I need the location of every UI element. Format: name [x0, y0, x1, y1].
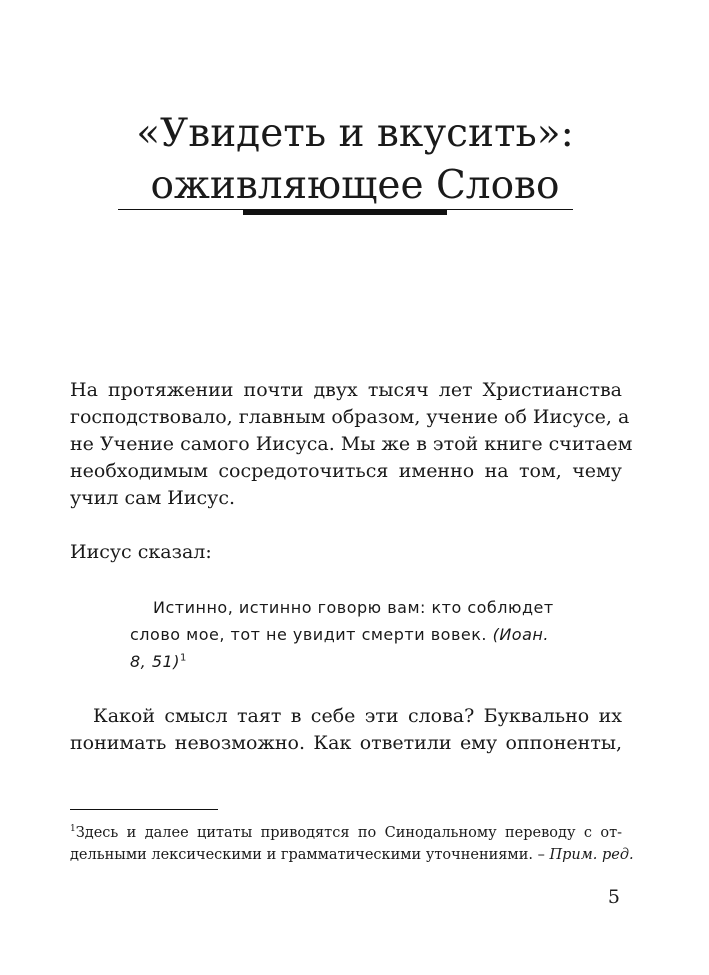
- paragraph-1-line: не Учение самого Иисуса. Мы же в этой книге считаем: [70, 433, 633, 455]
- paragraph-3-line-1: Какой смысл таят в себе эти слова? Буквально их: [93, 705, 622, 727]
- quote-line-3: [130, 648, 562, 675]
- quote-line-2: [130, 621, 562, 648]
- page-number: 5: [607, 886, 620, 908]
- paragraph-1-line: необходимым сосредоточиться именно на том, чему: [70, 460, 622, 482]
- chapter-title-line-1: «Увидеть и вкусить»:: [136, 111, 574, 156]
- paragraph-1: [70, 377, 633, 512]
- scripture-quote: [130, 594, 562, 675]
- footnote-mark[interactable]: 1: [179, 652, 187, 664]
- title-rule-thick: [243, 209, 447, 215]
- footnote-line-2: [70, 844, 634, 866]
- paragraph-3: [70, 703, 622, 757]
- quote-line-1: Истинно, истинно говорю вам: кто соблюдет: [153, 598, 554, 617]
- footnote-text-1: Здесь и далее цитаты приводятся по Синодальному переводу с от-: [75, 825, 622, 841]
- quote-reference: (Иоан.: [492, 625, 549, 644]
- quote-text: слово мое, тот не увидит смерти вовек.: [130, 625, 487, 644]
- footnote-editor-note: Прим. ред.: [549, 847, 634, 863]
- paragraph-1-line: На протяжении почти двух тысяч лет Христианства: [70, 379, 622, 401]
- footnote-text-2: дельными лексическими и грамматическими уточнениями. –: [70, 847, 545, 863]
- paragraph-1-line: учил сам Иисус.: [70, 487, 236, 509]
- footnote-number: 1: [70, 824, 76, 835]
- footnote-line-1: [70, 822, 622, 844]
- paragraph-1-line: господствовало, главным образом, учение об Иисусе, а: [70, 406, 630, 428]
- paragraph-3-line-2: понимать невозможно. Как ответили ему оппоненты,: [70, 732, 622, 754]
- chapter-title-line-2: оживляющее Слово: [150, 163, 560, 208]
- footnote: [70, 822, 634, 866]
- quote-reference-cont: 8, 51): [130, 652, 180, 671]
- footnote-separator: [70, 809, 218, 810]
- chapter-title: [70, 108, 640, 212]
- paragraph-2: Иисус сказал:: [70, 541, 212, 563]
